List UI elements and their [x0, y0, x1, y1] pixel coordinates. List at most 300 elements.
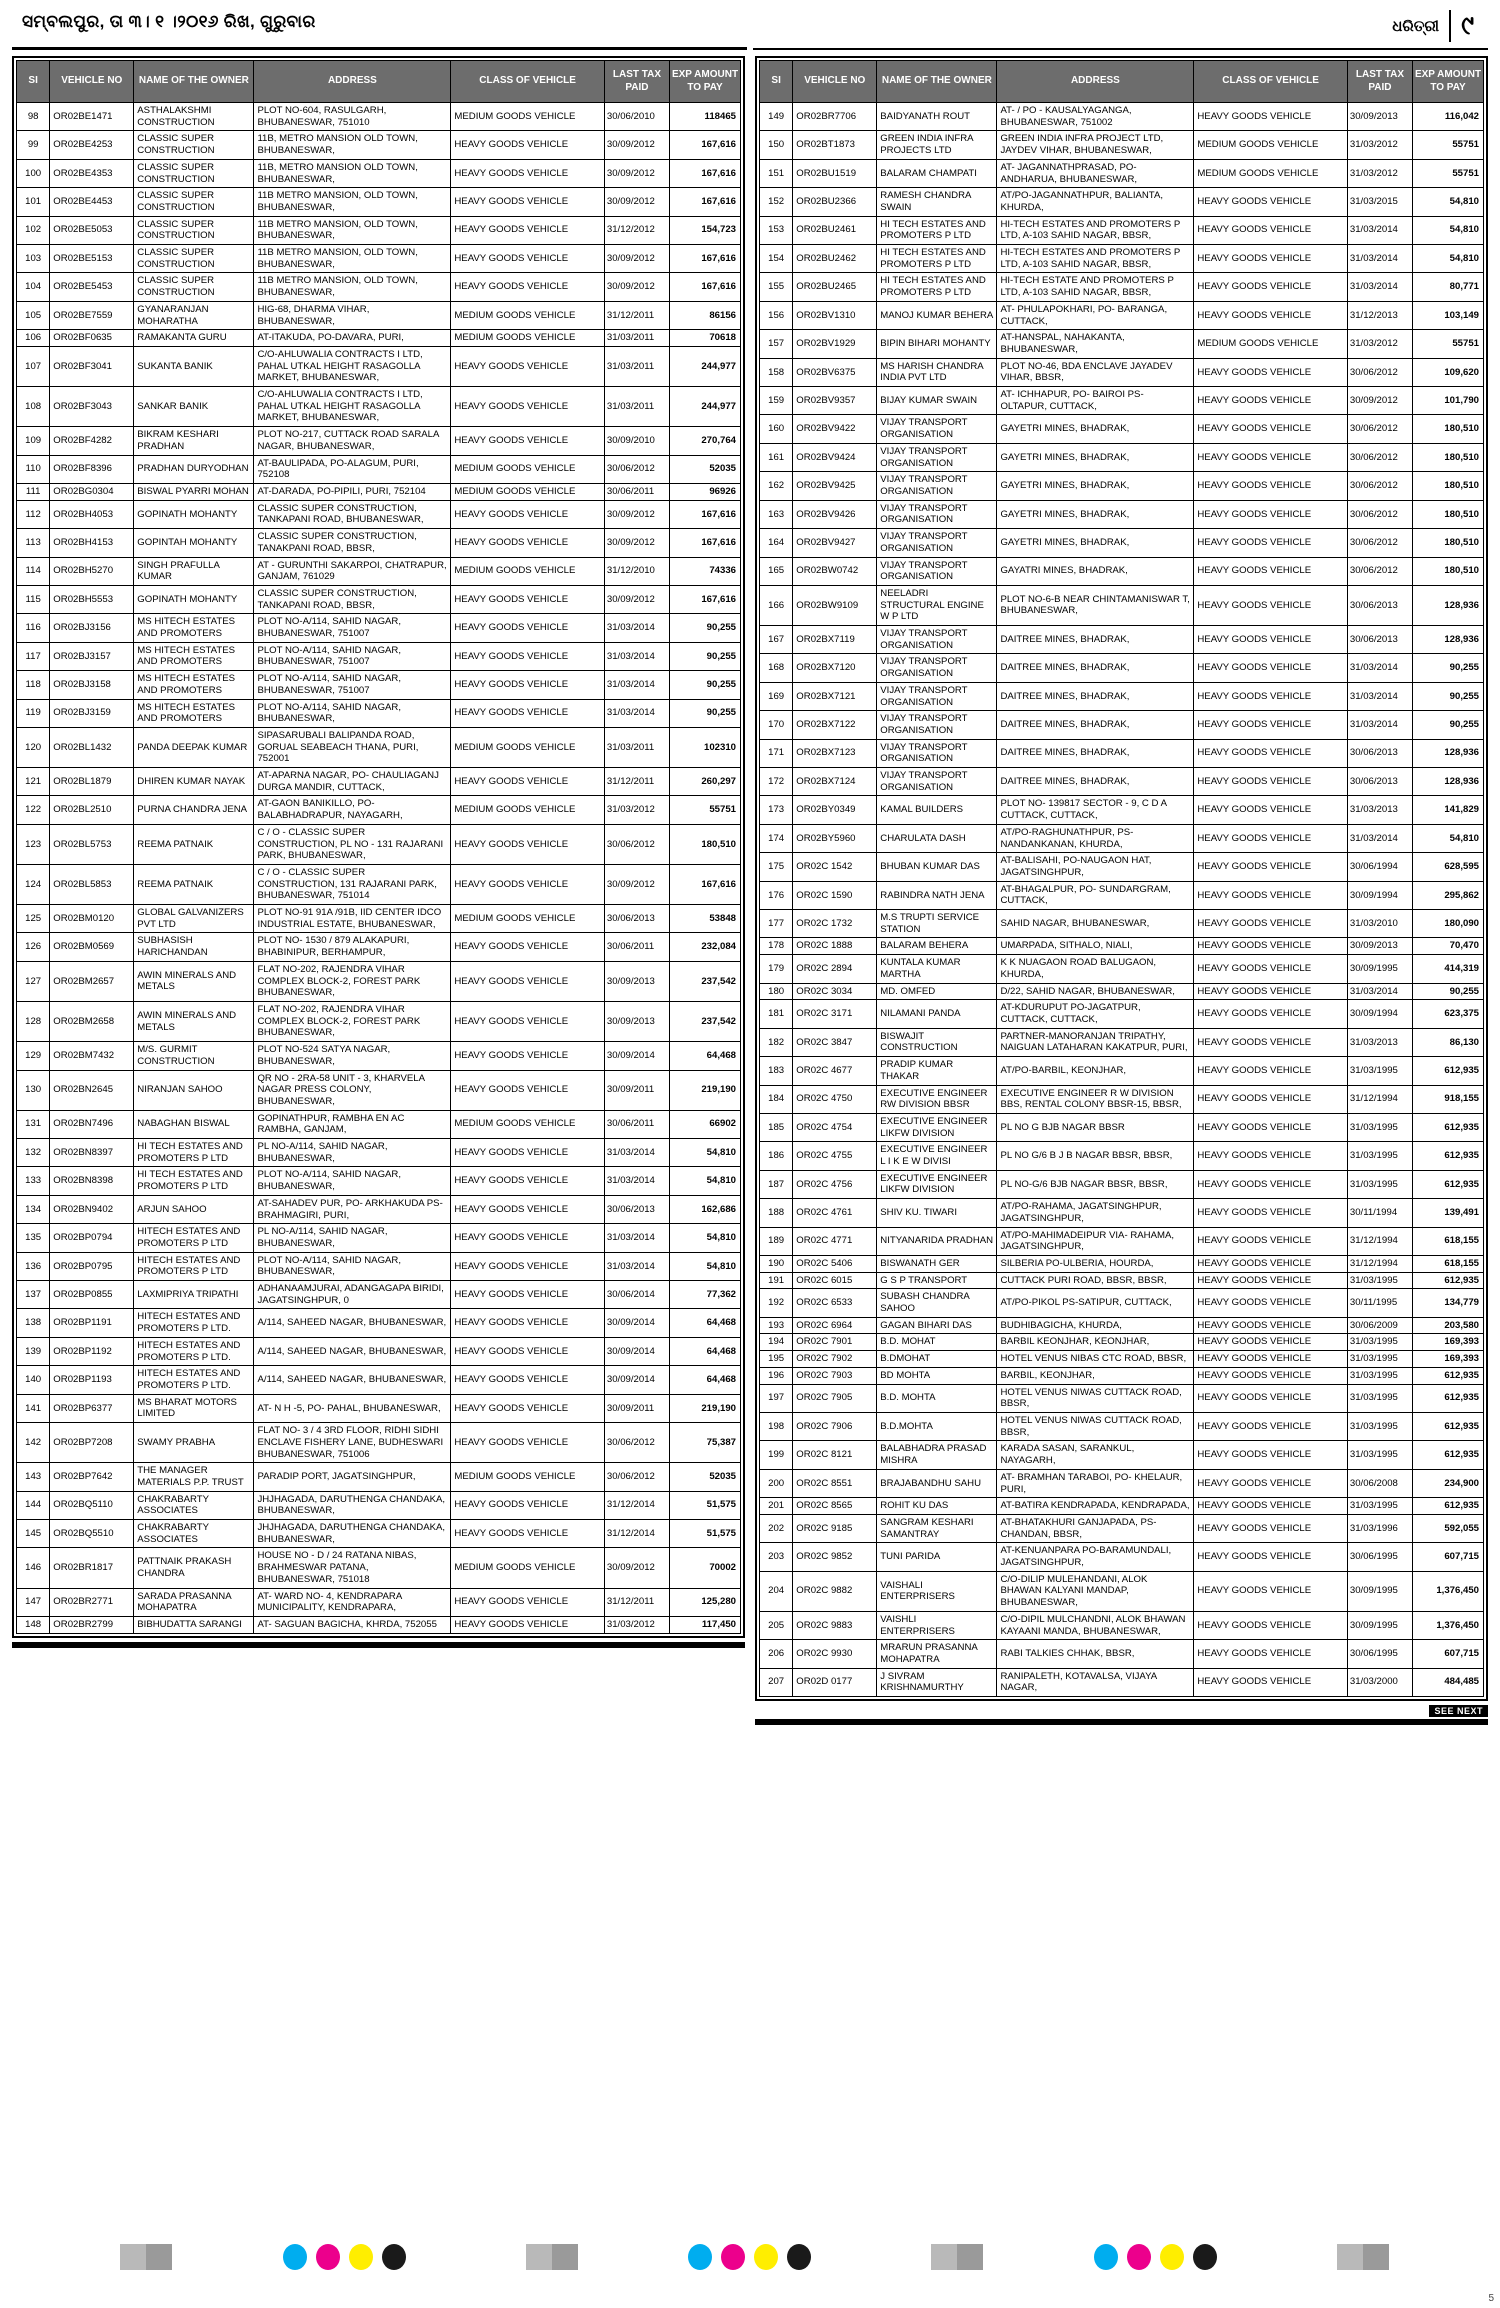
table-row — [760, 1469, 1484, 1497]
vehicle-no-cell: OR02C 4750 — [793, 1085, 877, 1113]
last-tax-paid-cell: 31/12/2012 — [604, 216, 669, 244]
address-cell: KARADA SASAN, SARANKUL, NAYAGARH, — [997, 1441, 1194, 1469]
exp-amount-cell: 414,319 — [1413, 955, 1484, 983]
gray-square — [120, 2244, 146, 2270]
last-tax-paid-cell: 30/06/2012 — [1347, 500, 1412, 528]
table-row — [760, 1640, 1484, 1668]
vehicle-class-cell: HEAVY GOODS VEHICLE — [1194, 1351, 1347, 1368]
vehicle-class-cell: HEAVY GOODS VEHICLE — [1194, 824, 1347, 852]
vehicle-class-cell: HEAVY GOODS VEHICLE — [451, 1491, 604, 1519]
si-cell: 140 — [17, 1366, 50, 1394]
last-tax-paid-cell: 31/03/2012 — [1347, 131, 1412, 159]
vehicle-no-cell: OR02C 2894 — [793, 955, 877, 983]
owner-name-cell: PRADHAN DURYODHAN — [134, 455, 254, 483]
exp-amount-cell: 623,375 — [1413, 1000, 1484, 1028]
table-row — [17, 1616, 741, 1633]
vehicle-no-cell: OR02BX7124 — [793, 768, 877, 796]
last-tax-paid-cell: 31/03/2014 — [604, 1252, 669, 1280]
si-cell: 145 — [17, 1520, 50, 1548]
last-tax-paid-cell: 30/09/2012 — [604, 159, 669, 187]
si-cell: 160 — [760, 415, 793, 443]
exp-amount-cell: 86,130 — [1413, 1028, 1484, 1056]
last-tax-paid-cell: 30/09/2013 — [604, 961, 669, 1001]
si-cell: 105 — [17, 301, 50, 329]
owner-name-cell: VIJAY TRANSPORT ORGANISATION — [877, 472, 997, 500]
exp-amount-cell: 90,255 — [1413, 682, 1484, 710]
last-tax-paid-cell: 30/09/2011 — [604, 1394, 669, 1422]
vehicle-no-cell: OR02C 4756 — [793, 1170, 877, 1198]
gray-registration-square — [1337, 2244, 1380, 2270]
last-tax-paid-cell: 30/09/2012 — [604, 585, 669, 613]
table-row — [17, 642, 741, 670]
vehicle-no-cell: OR02BM7432 — [50, 1042, 134, 1070]
last-tax-paid-cell: 31/12/1994 — [1347, 1227, 1412, 1255]
vehicle-no-cell: OR02BV9357 — [793, 387, 877, 415]
table-row — [760, 131, 1484, 159]
owner-name-cell: HITECH ESTATES AND PROMOTERS P LTD — [134, 1252, 254, 1280]
table-row — [760, 654, 1484, 682]
owner-name-cell: VIJAY TRANSPORT ORGANISATION — [877, 682, 997, 710]
paper-name: ଧରିତ୍ରୀ — [1392, 17, 1440, 35]
vehicle-class-cell: HEAVY GOODS VEHICLE — [451, 642, 604, 670]
si-cell: 128 — [17, 1002, 50, 1042]
si-cell: 188 — [760, 1199, 793, 1227]
vehicle-no-cell: OR02BM2658 — [50, 1002, 134, 1042]
owner-name-cell: MD. OMFED — [877, 983, 997, 1000]
vehicle-no-cell: OR02BR2771 — [50, 1588, 134, 1616]
exp-amount-cell: 70002 — [670, 1548, 741, 1588]
table-row — [17, 500, 741, 528]
owner-name-cell: M.S TRUPTI SERVICE STATION — [877, 910, 997, 938]
owner-name-cell: NITYANARIDA PRADHAN — [877, 1227, 997, 1255]
last-tax-paid-cell: 31/03/2012 — [1347, 159, 1412, 187]
si-cell: 110 — [17, 455, 50, 483]
table-row — [760, 1351, 1484, 1368]
gray-registration-square — [931, 2244, 974, 2270]
vehicle-class-cell: HEAVY GOODS VEHICLE — [1194, 1057, 1347, 1085]
table-row — [17, 216, 741, 244]
last-tax-paid-cell: 31/03/1995 — [1347, 1498, 1412, 1515]
last-tax-paid-cell: 31/03/2014 — [1347, 824, 1412, 852]
table-row — [760, 881, 1484, 909]
vehicle-no-cell: OR02BH5553 — [50, 585, 134, 613]
table-columns — [0, 50, 1500, 1725]
vehicle-class-cell: HEAVY GOODS VEHICLE — [1194, 1571, 1347, 1611]
si-cell: 201 — [760, 1498, 793, 1515]
vehicle-no-cell: OR02BV9425 — [793, 472, 877, 500]
vehicle-class-cell: HEAVY GOODS VEHICLE — [451, 961, 604, 1001]
vehicle-no-cell: OR02BP1193 — [50, 1366, 134, 1394]
vehicle-class-cell: HEAVY GOODS VEHICLE — [451, 1167, 604, 1195]
exp-amount-cell: 70618 — [670, 330, 741, 347]
table-row — [760, 1199, 1484, 1227]
address-cell: GOPINATHPUR, RAMBHA EN AC RAMBHA, GANJAM, — [254, 1110, 451, 1138]
owner-name-cell: VIJAY TRANSPORT ORGANISATION — [877, 626, 997, 654]
address-cell: HOUSE NO - D / 24 RATANA NIBAS, BRAHMESWAR PATANA, BHUBANESWAR, 751018 — [254, 1548, 451, 1588]
owner-name-cell: VIJAY TRANSPORT ORGANISATION — [877, 415, 997, 443]
owner-name-cell: KAMAL BUILDERS — [877, 796, 997, 824]
table-row — [760, 938, 1484, 955]
owner-name-cell: GOPINATH MOHANTY — [134, 500, 254, 528]
si-cell: 126 — [17, 933, 50, 961]
owner-name-cell: THE MANAGER MATERIALS P.P. TRUST — [134, 1463, 254, 1491]
vehicle-no-cell: OR02BR1817 — [50, 1548, 134, 1588]
address-cell: JHJHAGADA, DARUTHENGA CHANDAKA, BHUBANESWAR, — [254, 1520, 451, 1548]
last-tax-paid-cell: 31/03/1995 — [1347, 1142, 1412, 1170]
address-cell: HOTEL VENUS NIWAS CUTTACK ROAD, BBSR, — [997, 1412, 1194, 1440]
vehicle-no-cell: OR02BQ5110 — [50, 1491, 134, 1519]
vehicle-no-cell: OR02BW9109 — [793, 585, 877, 625]
table-row — [760, 1498, 1484, 1515]
si-cell: 155 — [760, 273, 793, 301]
last-tax-paid-cell: 30/09/2010 — [604, 427, 669, 455]
table-row — [760, 1057, 1484, 1085]
owner-name-cell: EXECUTIVE ENGINEER RW DIVISION BBSR — [877, 1085, 997, 1113]
vehicle-no-cell: OR02BN2645 — [50, 1070, 134, 1110]
address-cell: PL NO G/6 B J B NAGAR BBSR, BBSR, — [997, 1142, 1194, 1170]
vehicle-class-cell: HEAVY GOODS VEHICLE — [1194, 1227, 1347, 1255]
table-row — [760, 216, 1484, 244]
last-tax-paid-cell: 30/06/2011 — [604, 933, 669, 961]
table-row — [760, 103, 1484, 131]
vehicle-no-cell: OR02BE4453 — [50, 188, 134, 216]
exp-amount-cell: 90,255 — [1413, 983, 1484, 1000]
si-cell: 162 — [760, 472, 793, 500]
vehicle-no-cell: OR02BP0855 — [50, 1281, 134, 1309]
owner-name-cell: CHARULATA DASH — [877, 824, 997, 852]
table-row — [760, 415, 1484, 443]
table-row — [17, 273, 741, 301]
vehicle-class-cell: HEAVY GOODS VEHICLE — [1194, 1441, 1347, 1469]
vehicle-class-cell: HEAVY GOODS VEHICLE — [451, 671, 604, 699]
vehicle-no-cell: OR02BV6375 — [793, 358, 877, 386]
vehicle-class-cell: HEAVY GOODS VEHICLE — [451, 1139, 604, 1167]
vehicle-class-cell: HEAVY GOODS VEHICLE — [451, 1281, 604, 1309]
vehicle-no-cell: OR02BF0635 — [50, 330, 134, 347]
color-dot — [349, 2244, 373, 2270]
vehicle-class-cell: HEAVY GOODS VEHICLE — [1194, 273, 1347, 301]
table-row — [17, 245, 741, 273]
address-cell: AT-APARNA NAGAR, PO- CHAULIAGANJ DURGA MANDIR, CUTTACK, — [254, 768, 451, 796]
table-row — [760, 245, 1484, 273]
color-dot — [1094, 2244, 1118, 2270]
color-dot — [754, 2244, 778, 2270]
last-tax-paid-cell: 31/03/2014 — [604, 1224, 669, 1252]
vehicle-class-cell: HEAVY GOODS VEHICLE — [1194, 472, 1347, 500]
address-cell: FLAT NO-202, RAJENDRA VIHAR COMPLEX BLOCK-2, FOREST PARK BHUBANESWAR, — [254, 1002, 451, 1042]
vehicle-no-cell: OR02BV9422 — [793, 415, 877, 443]
vehicle-no-cell: OR02BQ5510 — [50, 1520, 134, 1548]
vehicle-class-cell: HEAVY GOODS VEHICLE — [451, 131, 604, 159]
vehicle-class-cell: HEAVY GOODS VEHICLE — [451, 1309, 604, 1337]
last-tax-paid-cell: 31/03/1995 — [1347, 1412, 1412, 1440]
exp-amount-cell: 167,616 — [670, 159, 741, 187]
last-tax-paid-cell: 30/06/2010 — [604, 103, 669, 131]
vehicle-class-cell: HEAVY GOODS VEHICLE — [1194, 1384, 1347, 1412]
owner-name-cell: PURNA CHANDRA JENA — [134, 796, 254, 824]
last-tax-paid-cell: 31/03/2011 — [604, 330, 669, 347]
last-tax-paid-cell: 30/09/2012 — [604, 273, 669, 301]
owner-name-cell: MS HITECH ESTATES AND PROMOTERS — [134, 671, 254, 699]
table-row — [760, 387, 1484, 415]
address-cell: D/22, SAHID NAGAR, BHUBANESWAR, — [997, 983, 1194, 1000]
si-cell: 169 — [760, 682, 793, 710]
owner-name-cell: B.D. MOHAT — [877, 1334, 997, 1351]
vehicle-no-cell: OR02BL5753 — [50, 824, 134, 864]
si-cell: 163 — [760, 500, 793, 528]
owner-name-cell: SUBHASISH HARICHANDAN — [134, 933, 254, 961]
vehicle-class-cell: HEAVY GOODS VEHICLE — [451, 427, 604, 455]
table-row — [760, 1611, 1484, 1639]
last-tax-paid-cell: 31/03/2011 — [604, 727, 669, 767]
last-tax-paid-cell: 31/03/2014 — [1347, 983, 1412, 1000]
address-cell: C/O-AHLUWALIA CONTRACTS I LTD, PAHAL UTKAL HEIGHT RASAGOLLA MARKET, BHUBANESWAR, — [254, 387, 451, 427]
vehicle-class-cell: HEAVY GOODS VEHICLE — [1194, 983, 1347, 1000]
table-row — [760, 1255, 1484, 1272]
vehicle-class-cell: MEDIUM GOODS VEHICLE — [451, 455, 604, 483]
table-row — [17, 1394, 741, 1422]
si-cell: 164 — [760, 529, 793, 557]
address-cell: C/O-DIPIL MULCHANDNI, ALOK BHAWAN KAYAANI MANDA, BHUBANESWAR, — [997, 1611, 1194, 1639]
exp-amount-cell: 628,595 — [1413, 853, 1484, 881]
table-row — [760, 1289, 1484, 1317]
exp-amount-cell: 180,510 — [1413, 472, 1484, 500]
vehicle-class-cell: HEAVY GOODS VEHICLE — [1194, 1640, 1347, 1668]
si-cell: 111 — [17, 483, 50, 500]
vehicle-class-cell: MEDIUM GOODS VEHICLE — [451, 330, 604, 347]
vehicle-class-cell: HEAVY GOODS VEHICLE — [451, 1337, 604, 1365]
exp-amount-cell: 180,510 — [1413, 415, 1484, 443]
vehicle-table-left — [16, 60, 741, 1634]
vehicle-no-cell: OR02BL1879 — [50, 768, 134, 796]
owner-name-cell: LAXMIPRIYA TRIPATHI — [134, 1281, 254, 1309]
owner-name-cell: GOPINATH MOHANTY — [134, 585, 254, 613]
si-cell: 122 — [17, 796, 50, 824]
vehicle-class-cell: HEAVY GOODS VEHICLE — [1194, 387, 1347, 415]
address-cell: PLOT NO-6-B NEAR CHINTAMANISWAR T, BHUBANESWAR, — [997, 585, 1194, 625]
address-cell: AT- BRAMHAN TARABOI, PO- KHELAUR, PURI, — [997, 1469, 1194, 1497]
vehicle-no-cell: OR02C 1542 — [793, 853, 877, 881]
owner-name-cell: CHAKRABARTY ASSOCIATES — [134, 1520, 254, 1548]
address-cell: HOTEL VENUS NIWAS CUTTACK ROAD, BBSR, — [997, 1384, 1194, 1412]
column-header: VEHICLE NO — [793, 61, 877, 103]
si-cell: 161 — [760, 443, 793, 471]
owner-name-cell: CLASSIC SUPER CONSTRUCTION — [134, 131, 254, 159]
last-tax-paid-cell: 30/11/1994 — [1347, 1199, 1412, 1227]
si-cell: 202 — [760, 1514, 793, 1542]
owner-name-cell: VAISHALI ENTERPRISERS — [877, 1571, 997, 1611]
table-row — [760, 739, 1484, 767]
owner-name-cell: TUNI PARIDA — [877, 1543, 997, 1571]
column-header: SI — [17, 61, 50, 103]
table-row — [17, 1110, 741, 1138]
address-cell: PLOT NO-A/114, SAHID NAGAR, BHUBANESWAR, — [254, 1167, 451, 1195]
si-cell: 186 — [760, 1142, 793, 1170]
owner-name-cell: RABINDRA NATH JENA — [877, 881, 997, 909]
table-row — [760, 1571, 1484, 1611]
table-row — [17, 301, 741, 329]
owner-name-cell: BALARAM CHAMPATI — [877, 159, 997, 187]
table-row — [17, 864, 741, 904]
last-tax-paid-cell: 30/06/2012 — [1347, 415, 1412, 443]
address-cell: EXECUTIVE ENGINEER R W DIVISION BBS, RENTAL COLONY BBSR-15, BBSR, — [997, 1085, 1194, 1113]
vehicle-class-cell: HEAVY GOODS VEHICLE — [1194, 1412, 1347, 1440]
last-tax-paid-cell: 31/03/2014 — [604, 642, 669, 670]
si-cell: 172 — [760, 768, 793, 796]
exp-amount-cell: 260,297 — [670, 768, 741, 796]
vehicle-no-cell: OR02BE4253 — [50, 131, 134, 159]
table-row — [760, 626, 1484, 654]
vehicle-class-cell: HEAVY GOODS VEHICLE — [1194, 188, 1347, 216]
address-cell: AT/PO-RAHAMA, JAGATSINGHPUR, JAGATSINGHPUR, — [997, 1199, 1194, 1227]
vehicle-no-cell: OR02C 6533 — [793, 1289, 877, 1317]
si-cell: 171 — [760, 739, 793, 767]
table-row — [760, 301, 1484, 329]
vehicle-class-cell: MEDIUM GOODS VEHICLE — [451, 557, 604, 585]
last-tax-paid-cell: 30/06/2012 — [1347, 443, 1412, 471]
address-cell: DAITREE MINES, BHADRAK, — [997, 682, 1194, 710]
si-cell: 196 — [760, 1367, 793, 1384]
address-cell: DAITREE MINES, BHADRAK, — [997, 768, 1194, 796]
exp-amount-cell: 128,936 — [1413, 585, 1484, 625]
exp-amount-cell: 128,936 — [1413, 739, 1484, 767]
exp-amount-cell: 918,155 — [1413, 1085, 1484, 1113]
vehicle-class-cell: HEAVY GOODS VEHICLE — [1194, 358, 1347, 386]
si-cell: 121 — [17, 768, 50, 796]
last-tax-paid-cell: 31/12/2011 — [604, 301, 669, 329]
last-tax-paid-cell: 30/06/2008 — [1347, 1469, 1412, 1497]
si-cell: 203 — [760, 1543, 793, 1571]
owner-name-cell: HI TECH ESTATES AND PROMOTERS P LTD — [877, 245, 997, 273]
address-cell: 11B METRO MANSION, OLD TOWN, BHUBANESWAR, — [254, 273, 451, 301]
last-tax-paid-cell: 30/06/2013 — [1347, 739, 1412, 767]
vehicle-no-cell: OR02BJ3158 — [50, 671, 134, 699]
address-cell: FLAT NO- 3 / 4 3RD FLOOR, RIDHI SIDHI ENCLAVE FISHERY LANE, BUDHESWARI BHUBANESWAR, 751006 — [254, 1423, 451, 1463]
table-row — [17, 1224, 741, 1252]
address-cell: K K NUAGAON ROAD BALUGAON, KHURDA, — [997, 955, 1194, 983]
vehicle-no-cell: OR02BV9426 — [793, 500, 877, 528]
vehicle-class-cell: HEAVY GOODS VEHICLE — [1194, 711, 1347, 739]
address-cell: AT/PO-PIKOL PS-SATIPUR, CUTTACK, — [997, 1289, 1194, 1317]
last-tax-paid-cell: 31/03/2014 — [1347, 654, 1412, 682]
si-cell: 118 — [17, 671, 50, 699]
owner-name-cell: VAISHLI ENTERPRISERS — [877, 1611, 997, 1639]
exp-amount-cell: 1,376,450 — [1413, 1571, 1484, 1611]
last-tax-paid-cell: 31/03/1996 — [1347, 1514, 1412, 1542]
address-cell: FLAT NO-202, RAJENDRA VIHAR COMPLEX BLOCK-2, FOREST PARK BHUBANESWAR, — [254, 961, 451, 1001]
table-row — [760, 768, 1484, 796]
vehicle-class-cell: MEDIUM GOODS VEHICLE — [451, 483, 604, 500]
address-cell: DAITREE MINES, BHADRAK, — [997, 626, 1194, 654]
vehicle-no-cell: OR02C 7901 — [793, 1334, 877, 1351]
address-cell: A/114, SAHEED NAGAR, BHUBANESWAR, — [254, 1337, 451, 1365]
address-cell: AT-BALISAHI, PO-NAUGAON HAT, JAGATSINGHPUR, — [997, 853, 1194, 881]
exp-amount-cell: 167,616 — [670, 188, 741, 216]
exp-amount-cell: 180,510 — [1413, 500, 1484, 528]
si-cell: 149 — [760, 103, 793, 131]
vehicle-no-cell: OR02BP0795 — [50, 1252, 134, 1280]
address-cell: RANIPALETH, KOTAVALSA, VIJAYA NAGAR, — [997, 1668, 1194, 1696]
si-cell: 181 — [760, 1000, 793, 1028]
vehicle-class-cell: HEAVY GOODS VEHICLE — [451, 824, 604, 864]
last-tax-paid-cell: 30/06/2011 — [604, 483, 669, 500]
vehicle-class-cell: HEAVY GOODS VEHICLE — [1194, 1113, 1347, 1141]
right-column — [755, 56, 1488, 1725]
last-tax-paid-cell: 31/03/1995 — [1347, 1170, 1412, 1198]
last-tax-paid-cell: 30/06/2012 — [1347, 529, 1412, 557]
owner-name-cell: REEMA PATNAIK — [134, 864, 254, 904]
address-cell: JHJHAGADA, DARUTHENGA CHANDAKA, BHUBANESWAR, — [254, 1491, 451, 1519]
owner-name-cell: VIJAY TRANSPORT ORGANISATION — [877, 443, 997, 471]
vehicle-class-cell: HEAVY GOODS VEHICLE — [1194, 216, 1347, 244]
exp-amount-cell: 612,935 — [1413, 1367, 1484, 1384]
last-tax-paid-cell: 30/06/2012 — [604, 1423, 669, 1463]
vehicle-no-cell: OR02BP7642 — [50, 1463, 134, 1491]
address-cell: GAYETRI MINES, BHADRAK, — [997, 500, 1194, 528]
exp-amount-cell: 90,255 — [1413, 711, 1484, 739]
table-row — [760, 1367, 1484, 1384]
vehicle-class-cell: HEAVY GOODS VEHICLE — [1194, 1334, 1347, 1351]
owner-name-cell: HITECH ESTATES AND PROMOTERS P LTD. — [134, 1366, 254, 1394]
address-cell: A/114, SAHEED NAGAR, BHUBANESWAR, — [254, 1366, 451, 1394]
si-cell: 174 — [760, 824, 793, 852]
table-row — [17, 1002, 741, 1042]
vehicle-class-cell: HEAVY GOODS VEHICLE — [1194, 853, 1347, 881]
vehicle-class-cell: HEAVY GOODS VEHICLE — [451, 1224, 604, 1252]
exp-amount-cell: 128,936 — [1413, 626, 1484, 654]
owner-name-cell: CLASSIC SUPER CONSTRUCTION — [134, 273, 254, 301]
address-cell: PLOT NO-46, BDA ENCLAVE JAYADEV VIHAR, BBSR, — [997, 358, 1194, 386]
si-cell: 177 — [760, 910, 793, 938]
owner-name-cell: GREEN INDIA INFRA PROJECTS LTD — [877, 131, 997, 159]
vehicle-class-cell: HEAVY GOODS VEHICLE — [451, 768, 604, 796]
last-tax-paid-cell: 31/03/2014 — [1347, 273, 1412, 301]
vehicle-no-cell: OR02BJ3159 — [50, 699, 134, 727]
vehicle-no-cell: OR02BN7496 — [50, 1110, 134, 1138]
owner-name-cell: EXECUTIVE ENGINEER LIKFW DIVISION — [877, 1113, 997, 1141]
si-cell: 102 — [17, 216, 50, 244]
address-cell: C / O - CLASSIC SUPER CONSTRUCTION, 131 RAJARANI PARK, BHUBANESWAR, 751014 — [254, 864, 451, 904]
exp-amount-cell: 162,686 — [670, 1195, 741, 1223]
exp-amount-cell: 612,935 — [1413, 1498, 1484, 1515]
gray-square — [146, 2244, 172, 2270]
exp-amount-cell: 64,468 — [670, 1337, 741, 1365]
si-cell: 185 — [760, 1113, 793, 1141]
table-row — [17, 1337, 741, 1365]
address-cell: SAHID NAGAR, BHUBANESWAR, — [997, 910, 1194, 938]
vehicle-no-cell: OR02C 4755 — [793, 1142, 877, 1170]
address-cell: HIG-68, DHARMA VIHAR, BHUBANESWAR, — [254, 301, 451, 329]
last-tax-paid-cell: 30/06/2012 — [604, 824, 669, 864]
address-cell: AT/PO-BARBIL, KEONJHAR, — [997, 1057, 1194, 1085]
vehicle-no-cell: OR02C 6015 — [793, 1272, 877, 1289]
address-cell: AT- PHULAPOKHARI, PO- BARANGA, CUTTACK, — [997, 301, 1194, 329]
last-tax-paid-cell: 31/03/1995 — [1347, 1334, 1412, 1351]
table-row — [17, 961, 741, 1001]
vehicle-no-cell: OR02C 4761 — [793, 1199, 877, 1227]
exp-amount-cell: 125,280 — [670, 1588, 741, 1616]
table-row — [17, 727, 741, 767]
owner-name-cell: MS HITECH ESTATES AND PROMOTERS — [134, 614, 254, 642]
address-cell: C / O - CLASSIC SUPER CONSTRUCTION, PL NO - 131 RAJARANI PARK, BHUBANESWAR, — [254, 824, 451, 864]
address-cell: AT-DARADA, PO-PIPILI, PURI, 752104 — [254, 483, 451, 500]
address-cell: PL NO-G/6 BJB NAGAR BBSR, BBSR, — [997, 1170, 1194, 1198]
table-row — [760, 557, 1484, 585]
last-tax-paid-cell: 30/09/2013 — [604, 1002, 669, 1042]
owner-name-cell: RAMAKANTA GURU — [134, 330, 254, 347]
address-cell: AT/PO-RAGHUNATHPUR, PS- NANDANKANAN, KHURDA, — [997, 824, 1194, 852]
table-row — [760, 500, 1484, 528]
